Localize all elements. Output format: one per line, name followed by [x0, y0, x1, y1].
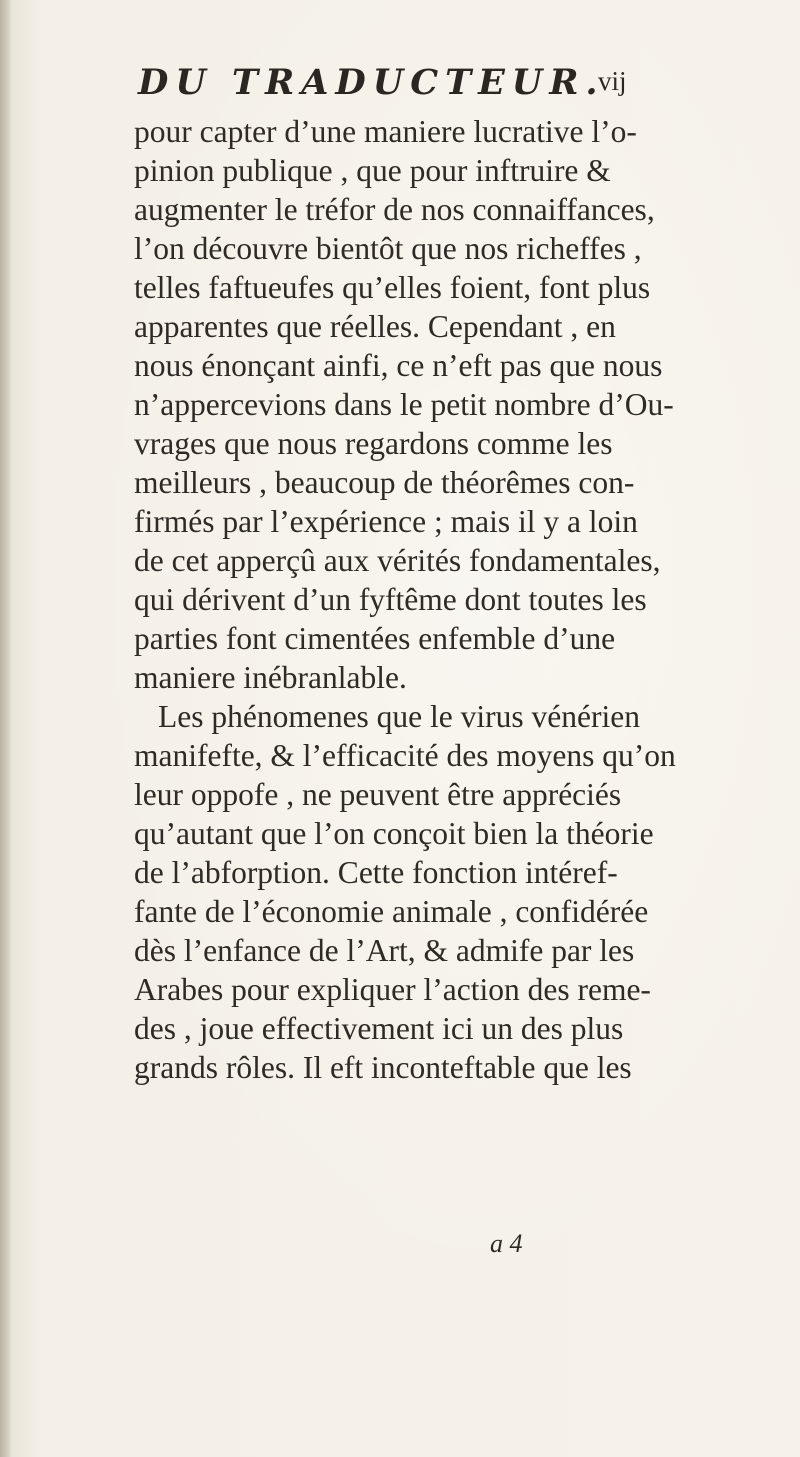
text-line: apparentes que réelles. Cependant , en: [134, 309, 616, 344]
text-line: vrages que nous regardons comme les: [134, 426, 613, 461]
body-text: [134, 112, 694, 1087]
text-line: de l’abforption. Cette fonction intéref-: [134, 855, 618, 890]
text-line: n’appercevions dans le petit nombre d’Ou-: [134, 387, 674, 422]
text-line: grands rôles. Il eft inconteftable que les: [134, 1050, 632, 1085]
text-line: leur oppofe , ne peuvent être appréciés: [134, 777, 622, 812]
text-line: nous énonçant ainfi, ce n’eft pas que nous: [134, 348, 663, 383]
page-number: vij: [598, 66, 627, 96]
text-line: augmenter le tréfor de nos connaiffances,: [134, 192, 655, 227]
text-line: pinion publique , que pour inftruire &: [134, 153, 611, 188]
text-line: qu’autant que l’on conçoit bien la théorie: [134, 816, 654, 851]
text-line: des , joue effectivement ici un des plus: [134, 1011, 624, 1046]
text-line: firmés par l’expérience ; mais il y a loin: [134, 504, 638, 539]
text-line: l’on découvre bientôt que nos richeffes ,: [134, 231, 642, 266]
text-line: maniere inébranlable.: [134, 660, 407, 695]
header-title: DU TRADUCTEUR.: [138, 62, 605, 103]
text-line: dès l’enfance de l’Art, & admife par les: [134, 933, 635, 968]
page-binding-edge: [0, 0, 10, 1457]
text-line: fante de l’économie animale , confidérée: [134, 894, 649, 929]
text-line: telles faftueufes qu’elles foient, font plus: [134, 270, 651, 305]
text-line: manifefte, & l’efficacité des moyens qu’on: [134, 738, 676, 773]
text-line: de cet apperçû aux vérités fondamentales,: [134, 543, 661, 578]
text-line: parties font cimentées enfemble d’une: [134, 621, 616, 656]
running-header: [138, 62, 738, 112]
paragraph-start-line: Les phénomenes que le virus vénérien: [158, 699, 640, 734]
signature-mark: a 4: [490, 1229, 523, 1258]
text-line: pour capter d’une maniere lucrative l’o-: [134, 114, 637, 149]
text-line: meilleurs , beaucoup de théorêmes con-: [134, 465, 635, 500]
text-line: Arabes pour expliquer l’action des reme-: [134, 972, 651, 1007]
text-line: qui dérivent d’un fyftême dont toutes les: [134, 582, 647, 617]
